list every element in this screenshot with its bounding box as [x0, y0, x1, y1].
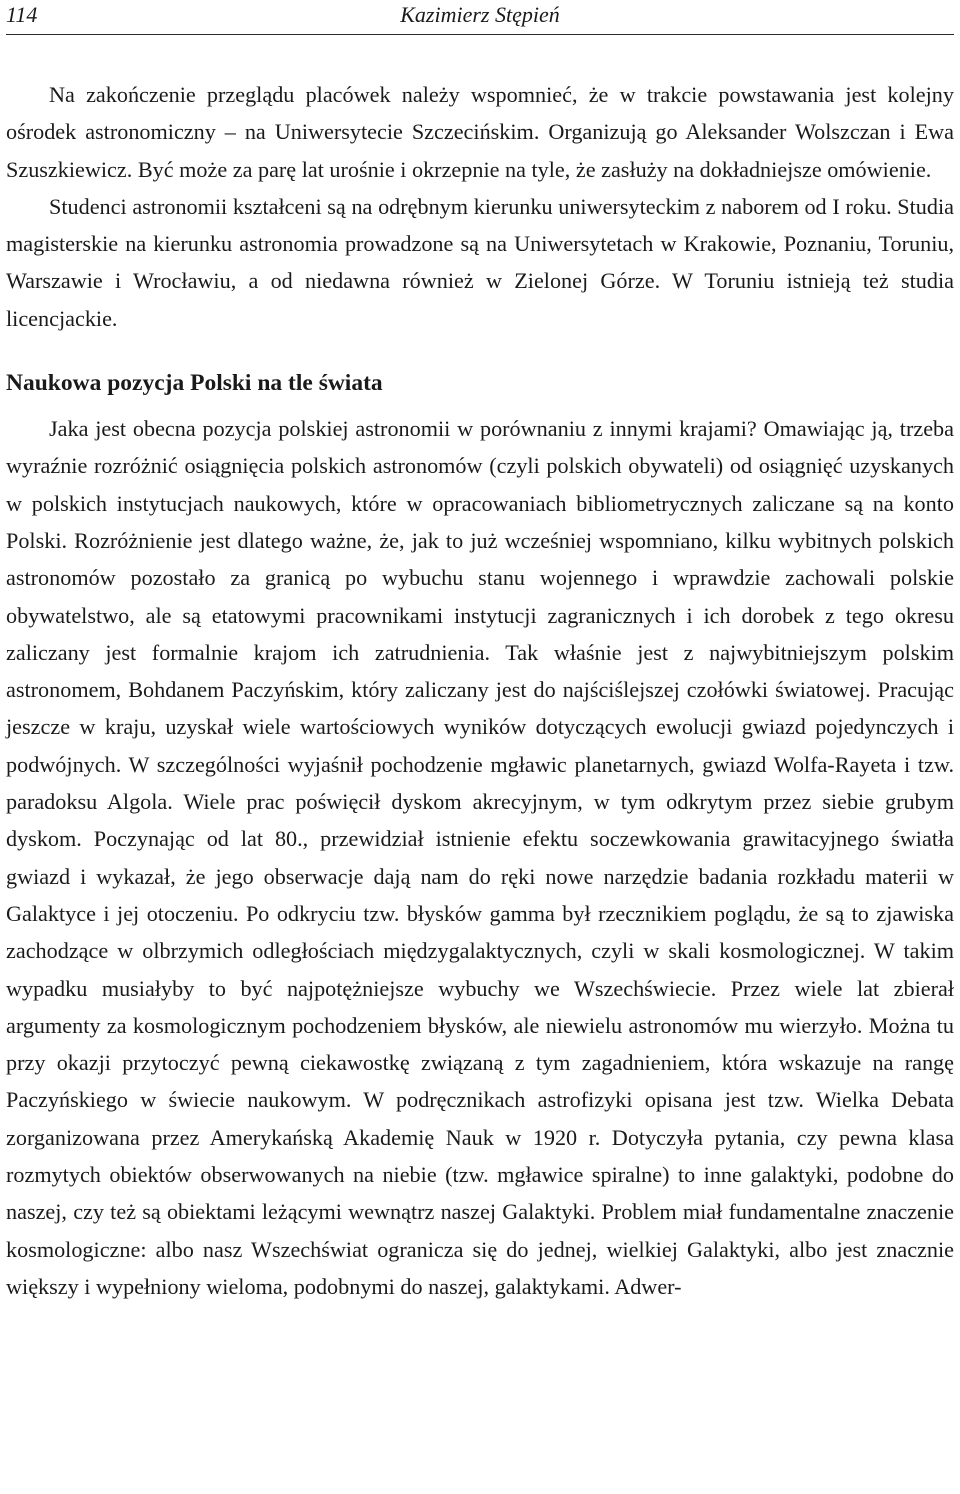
- page-number: 114: [6, 2, 38, 27]
- running-header: [6, 0, 954, 35]
- running-header-author: Kazimierz Stępień: [400, 2, 560, 27]
- body-text: [6, 76, 954, 1305]
- paragraph: Studenci astronomii kształceni są na odrębnym kierunku uniwersyteckim z naborem od I roku. Studia magisterskie na kierunku astronomia prowadzone są na Uniwersytetach w Krakowie, Poznaniu, Toruniu, Warszawie i Wrocławiu, a od niedawna również w Zielonej Górze. W Toruniu istnieją też studia licencjackie.: [6, 193, 954, 331]
- paragraph: Jaka jest obecna pozycja polskiej astronomii w porównaniu z innymi krajami? Omawiając ją, trzeba wyraźnie rozróżnić osiągnięcia polskich astronomów (czyli polskich obywateli) od osiągnięć uzyskanych w polskich instytucjach naukowych, które w opracowaniach bibliometrycznych zaliczane są na konto Polski. Rozróżnienie jest dlatego ważne, że, jak to już wcześniej wspomniano, kilku wybitnych polskich astronomów pozostało za granicą po wybuchu stanu wojennego i wprawdzie zachowali polskie obywatelstwo, ale są etatowymi pracownikami instytucji zagranicznych i ich dorobek z tego okresu zaliczany jest formalnie krajom ich zatrudnienia. Tak właśnie jest z najwybitniejszym polskim astronomem, Bohdanem Paczyńskim, który zaliczany jest do najściślejszej czołówki światowej. Pracując jeszcze w kraju, uzyskał wiele wartościowych wyników dotyczących ewolucji gwiazd pojedynczych i podwójnych. W szczególności wyjaśnił pochodzenie mgławic planetarnych, gwiazd Wolfa-Rayeta i tzw. paradoksu Algola. Wiele prac poświęcił dyskom akrecyjnym, w tym odkrytym przez siebie grubym dyskom. Poczynając od lat 80., przewidział istnienie efektu soczewkowania grawitacyjnego światła gwiazd i wykazał, że jego obserwacje dają nam do ręki nowe narzędzie badania rozkładu materii w Galaktyce i jej otoczeniu. Po odkryciu tzw. błysków gamma był rzecznikiem poglądu, że są to zjawiska zachodzące w olbrzymich odległościach międzygalaktycznych, czyli w skali kosmologicznej. W takim wypadku musiałyby to być najpotężniejsze wybuchy we Wszechświecie. Przez wiele lat zbierał argumenty za kosmologicznym pochodzeniem błysków, ale niewielu astronomów mu wierzyło. Można tu przy okazji przytoczyć pewną ciekawostkę związaną z tym zagadnieniem, która wskazuje na rangę Paczyńskiego w świecie naukowym. W podręcznikach astrofizyki opisana jest tzw. Wielka Debata zorganizowana przez Amerykańską Akademię Nauk w 1920 r. Dotyczyła pytania, czy pewna klasa rozmytych obiektów obserwowanych na niebie (tzw. mgławice spiralne) to inne galaktyki, podobne do naszej, czy też są obiektami leżącymi wewnątrz naszej Galaktyki. Problem miał fundamentalne znaczenie kosmologiczne: albo nasz Wszechświat ogranicza się do jednej, wielkiej Galaktyki, albo jest znacznie większy i wypełniony wieloma, podobnymi do naszej, galaktykami. Adwer-: [6, 416, 954, 1299]
- section-body: [6, 410, 954, 1305]
- document-page: [6, 0, 954, 1305]
- section-heading: Naukowa pozycja Polski na tle świata: [6, 370, 383, 397]
- paragraph: Na zakończenie przeglądu placówek należy wspomnieć, że w trakcie powstawania jest kolejny ośrodek astronomiczny – na Uniwersytecie Szczecińskim. Organizują go Aleksander Wolszczan i Ewa Szuszkiewicz. Być może za parę lat urośnie i okrzepnie na tyle, że zasłuży na dokładniejsze omówienie.: [6, 82, 954, 182]
